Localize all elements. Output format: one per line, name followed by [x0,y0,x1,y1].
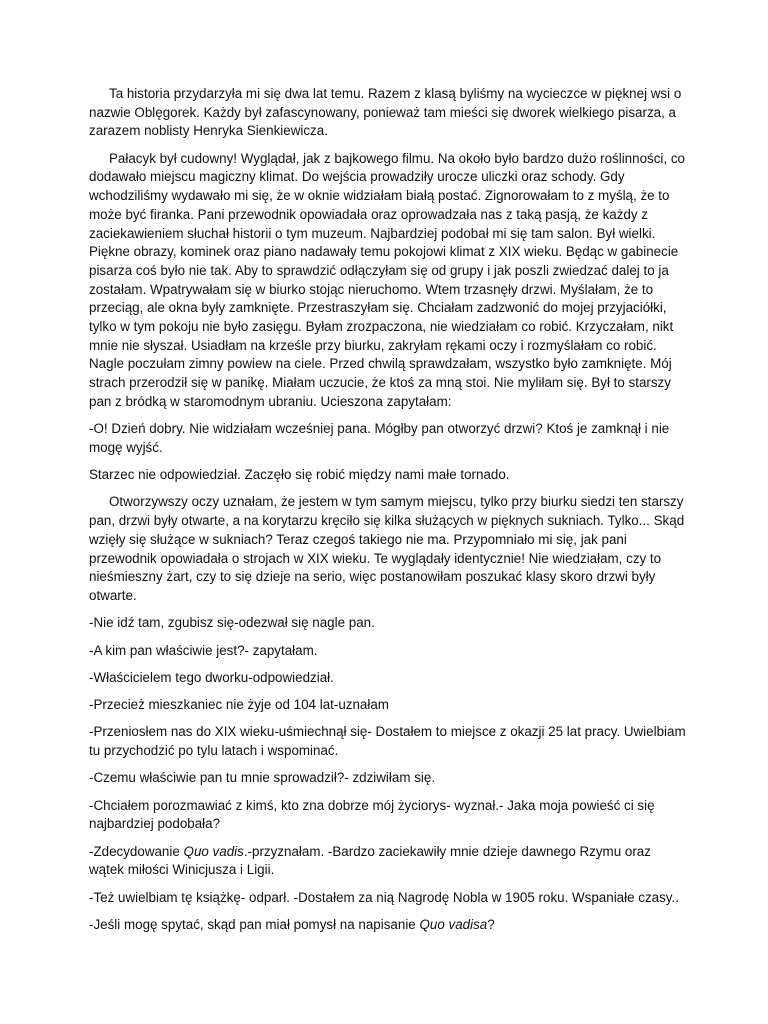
dialogue-line [89,843,689,880]
dialogue-line: -Przeniosłem nas do XIX wieku-uśmiechnął się- Dostałem to miejsce z okazji 25 lat pracy. Uwielbiam tu przychodzić po tylu latach i wspominać. [89,724,686,759]
dialogue-line: -O! Dzień dobry. Nie widziałam wcześniej pana. Mógłby pan otworzyć drzwi? Ktoś je zamknął i nie mogę wyjść. [89,421,670,455]
dialogue-line: -Też uwielbiam tę książkę- odparł. -Dostałem za nią Nagrodę Nobla w 1905 roku. Wspaniałe czasy.. [89,889,679,905]
dialogue-line: -Przecież mieszkaniec nie żyje od 104 lat-uznałam [89,697,389,713]
paragraph-narration: Starzec nie odpowiedział. Zaczęło się robić między nami małe tornado. [89,467,510,483]
dialogue-text: -Zdecydowanie [89,843,184,859]
dialogue-text: -Jeśli mogę spytać, skąd pan miał pomysł na napisanie [89,917,420,933]
dialogue-line: -Właścicielem tego dworku-odpowiedział. [89,669,334,685]
document-body [89,85,689,943]
dialogue-line: -Chciałem porozmawiać z kimś, kto zna dobrze mój życiorys- wyznał.- Jaka moja powieść ci się najbardziej podobała? [89,797,655,832]
dialogue-text: .-przyznałam. -Bardzo zaciekawiły mnie dzieje dawnego Rzymu oraz wątek miłości Winicjusza i Ligii. [89,843,651,878]
book-title: Quo vadisa [419,917,488,933]
dialogue-line: -Czemu właściwie pan tu mnie sprowadził?- zdziwiłam się. [89,770,436,786]
paragraph-intro: Ta historia przydarzyła mi się dwa lat temu. Razem z klasą byliśmy na wycieczce w pięknej wsi o nazwie Oblęgorek. Każdy był zafascynowany, ponieważ tam mieści się dworek wielkiego pisarza, a zarazem noblisty Henryka Sienkiewicza. [89,86,682,139]
dialogue-line: -Nie idź tam, zgubisz się-odezwał się nagle pan. [89,615,375,631]
book-title: Quo vadis [183,843,244,859]
dialogue-line [89,916,689,935]
paragraph-awakening: Otworzywszy oczy uznałam, że jestem w tym samym miejscu, tylko przy biurku siedzi ten starszy pan, drzwi były otwarte, a na korytarzu kręciło się kilka służących w pięknych sukniach. Tylko... Skąd wzięły się służące w sukniach? Teraz czegoś takiego nie ma. Przypomniało mi się, jak pani przewodnik opowiadała o strojach w XIX wieku. Te wyglądały identycznie! Nie wiedziałam, czy to nieśmieszny żart, czy to się dzieje na serio, więc postanowiłam poszukać klasy skoro drzwi były otwarte. [89,494,685,603]
dialogue-line: -A kim pan właściwie jest?- zapytałam. [89,642,318,658]
dialogue-text: ? [487,917,495,933]
paragraph-palace: Pałacyk był cudowny! Wyglądał, jak z bajkowego filmu. Na około było bardzo dużo roślinności, co dodawało miejscu magiczny klimat. Do wejścia prowadziły urocze uliczki oraz schody. Gdy wchodziliśmy wydawało mi się, że w oknie widziałam białą postać. Zignorowałam to z myślą, że to może być firanka. Pani przewodnik opowiadała oraz oprowadzała nas z taką pasją, że każdy z zaciekawieniem słuchał historii o tym muzeum. Najbardziej podobał mi się tam salon. Był wielki. Piękne obrazy, kominek oraz piano nadawały temu pokojowi klimat z XIX wieku. Będąc w gabinecie pisarza coś było nie tak. Aby to sprawdzić odłączyłam się od grupy i jak poszli zwiedzać dalej to ja zostałam. Wpatrywałam się w biurko stojąc nieruchomo. Wtem trzasnęły drzwi. Myślałam, że to przeciąg, ale okna były zamknięte. Przestraszyłam się. Chciałam zadzwonić do mojej przyjaciółki, tylko w tym pokoju nie było zasięgu. Byłam zrozpaczona, nie wiedziałam co robić. Krzyczałam, nikt mnie nie słyszał. Usiadłam na krześle przy biurku, zakryłam rękami oczy i rozmyślałam co robić. Nagle poczułam zimny powiew na ciele. Przed chwilą sprawdzałam, wszystko było zamknięte. Mój strach przerodził się w panikę. Miałam uczucie, że ktoś za mną stoi. Nie myliłam się. Był to starszy pan z bródką w staromodnym ubraniu. Ucieszona zapytałam: [89,150,685,409]
